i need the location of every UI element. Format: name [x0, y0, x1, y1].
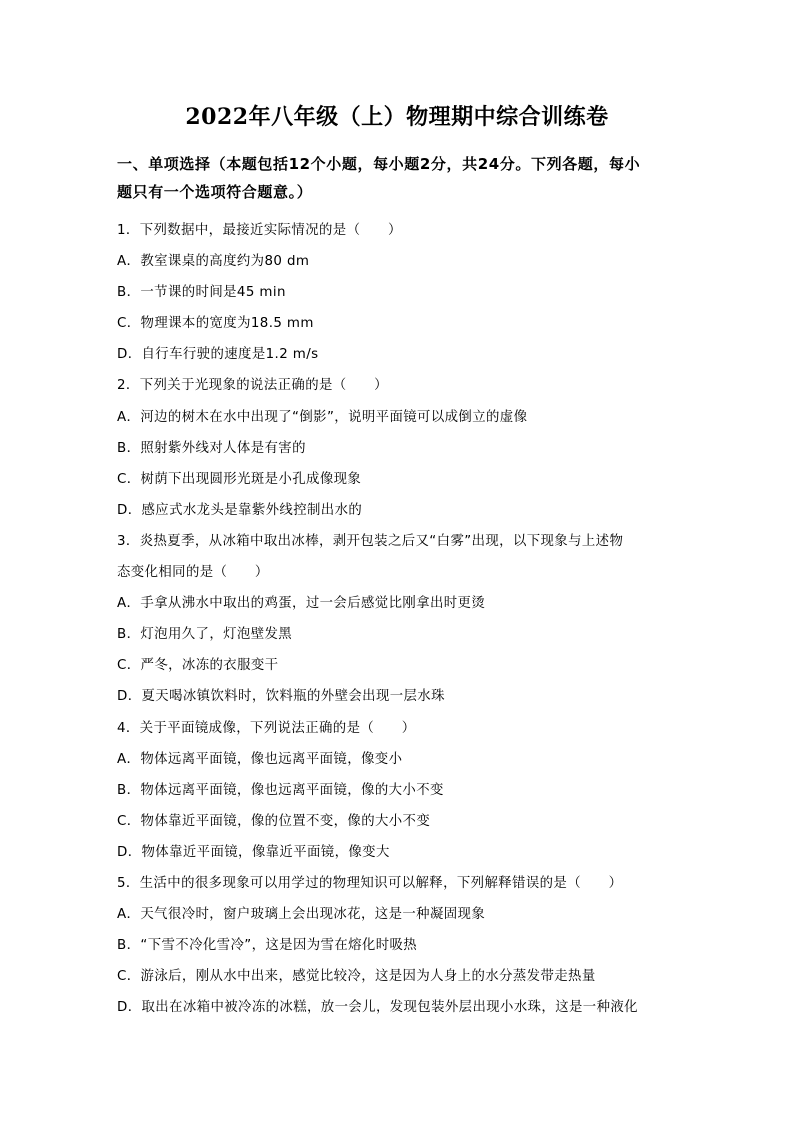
question-4-option-d: D．物体靠近平面镜，像靠近平面镜，像变大 — [117, 844, 390, 860]
question-3-option-c: C．严冬，冰冻的衣服变干 — [117, 658, 279, 674]
question-3-stem-line-2: 态变化相同的是（ ） — [117, 565, 269, 581]
section-heading-line-2: 题只有一个选项符合题意。） — [117, 183, 313, 201]
question-4-option-b: B．物体远离平面镜，像也远离平面镜，像的大小不变 — [117, 782, 444, 798]
question-list — [117, 215, 682, 1023]
question-3-option-a: A．手拿从沸水中取出的鸡蛋，过一会后感觉比刚拿出时更烫 — [117, 596, 486, 612]
question-2-option-a: A．河边的树木在水中出现了“倒影”，说明平面镜可以成倒立的虚像 — [117, 409, 528, 425]
question-1-option-b: B．一节课的时间是45 min — [117, 285, 286, 301]
question-4-option-a: A．物体远离平面镜，像也远离平面镜，像变小 — [117, 751, 403, 767]
question-4-option-c: C．物体靠近平面镜，像的位置不变，像的大小不变 — [117, 813, 431, 829]
section-heading — [117, 150, 677, 206]
question-3-option-b: B．灯泡用久了，灯泡壁发黑 — [117, 627, 293, 643]
question-2-option-b: B．照射紫外线对人体是有害的 — [117, 440, 306, 456]
question-1-stem: 1．下列数据中，最接近实际情况的是（ ） — [117, 223, 402, 238]
question-5-option-b: B．“下雪不冷化雪冷”，这是因为雪在熔化时吸热 — [117, 938, 418, 954]
question-2-stem: 2．下列关于光现象的说法正确的是（ ） — [117, 378, 388, 394]
question-5-stem: 5．生活中的很多现象可以用学过的物理知识可以解释，下列解释错误的是（ ） — [117, 875, 623, 891]
question-4-stem: 4．关于平面镜成像，下列说法正确的是（ ） — [117, 720, 416, 736]
question-3-stem-line-1: 3．炎热夏季，从冰箱中取出冰棒，剥开包装之后又“白雾”出现，以下现象与上述物 — [117, 533, 624, 549]
question-5-option-d: D．取出在冰箱中被冷冻的冰糕，放一会儿，发现包装外层出现小水珠，这是一种液化 — [117, 1000, 638, 1016]
page-title: 2022年八年级（上）物理期中综合训练卷 — [185, 104, 609, 130]
question-1-option-d: D．自行车行驶的速度是1.2 m/s — [117, 347, 319, 363]
question-2-option-c: C．树荫下出现圆形光斑是小孔成像现象 — [117, 471, 362, 487]
question-5-option-c: C．游泳后，刚从水中出来，感觉比较冷，这是因为人身上的水分蒸发带走热量 — [117, 969, 596, 985]
section-heading-line-1: 一、单项选择（本题包括12个小题，每小题2分，共24分。下列各题，每小 — [117, 155, 641, 173]
question-3-option-d: D．夏天喝冰镇饮料时，饮料瓶的外壁会出现一层水珠 — [117, 689, 445, 705]
question-1-option-a: A．教室课桌的高度约为80 dm — [117, 254, 310, 270]
question-1-option-c: C．物理课本的宽度为18.5 mm — [117, 316, 314, 332]
question-2-option-d: D．感应式水龙头是靠紫外线控制出水的 — [117, 502, 363, 518]
question-5-option-a: A．天气很冷时，窗户玻璃上会出现冰花，这是一种凝固现象 — [117, 907, 486, 923]
